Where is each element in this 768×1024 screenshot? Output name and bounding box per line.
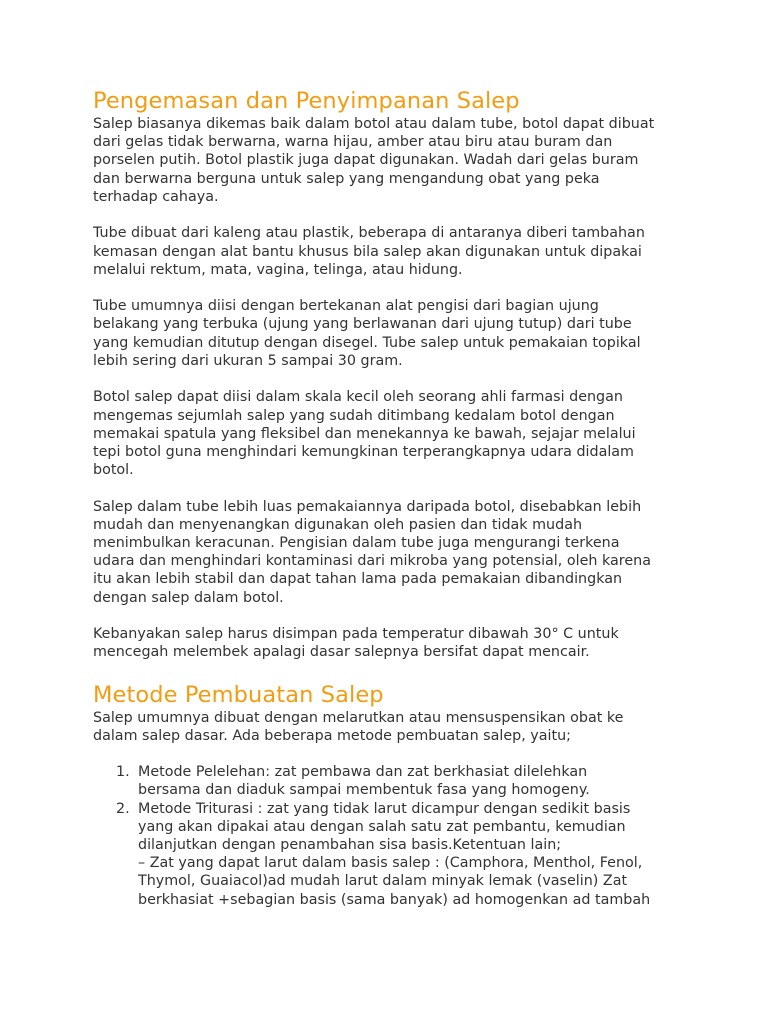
text-line: tepi botol guna menghindari kemungkinan terperangkapnya udara didalam bbox=[93, 443, 634, 460]
text-line: dan berwarna berguna untuk salep yang mengandung obat yang peka bbox=[93, 170, 600, 187]
paragraph bbox=[93, 625, 683, 661]
paragraph bbox=[93, 224, 683, 279]
methods-list bbox=[93, 763, 683, 909]
document-page bbox=[93, 87, 683, 909]
text-line: Salep dalam tube lebih luas pemakaiannya daripada botol, disebabkan lebih bbox=[93, 498, 642, 515]
text-line: botol. bbox=[93, 462, 134, 479]
text-line: Thymol, Guaiacol)ad mudah larut dalam minyak lemak (vaselin) Zat bbox=[138, 873, 628, 890]
text-line: Salep biasanya dikemas baik dalam botol atau dalam tube, botol dapat dibuat bbox=[93, 116, 655, 132]
text-line: – Zat yang dapat larut dalam basis salep : (Camphora, Menthol, Fenol, bbox=[138, 855, 643, 872]
paragraph-intro bbox=[93, 709, 683, 745]
text-line: mencegah melembek apalagi dasar salepnya bersifat dapat mencair. bbox=[93, 644, 590, 661]
text-line: Tube dibuat dari kaleng atau plastik, beberapa di antaranya diberi tambahan bbox=[93, 225, 645, 242]
paragraph bbox=[93, 115, 683, 206]
text-line: Tube umumnya diisi dengan bertekanan alat pengisi dari bagian ujung bbox=[93, 298, 599, 315]
text-line: berkhasiat +sebagian basis (sama banyak) ad homogenkan ad tambah bbox=[138, 891, 651, 908]
text-line: mengemas sejumlah salep yang sudah ditimbang kedalam botol dengan bbox=[93, 407, 615, 424]
text-line: Metode Pelelehan: zat pembawa dan zat berkhasiat dilelehkan bbox=[138, 764, 588, 781]
text-line: Salep umumnya dibuat dengan melarutkan atau mensuspensikan obat ke bbox=[93, 709, 624, 726]
text-line: bersama dan diaduk sampai membentuk fasa yang homogeny. bbox=[138, 782, 590, 799]
paragraph bbox=[93, 498, 683, 607]
text-line: porselen putih. Botol plastik juga dapat digunakan. Wadah dari gelas buram bbox=[93, 152, 639, 169]
text-line: itu akan lebih stabil dan dapat tahan lama pada pemakaian dibandingkan bbox=[93, 571, 623, 588]
text-line: udara dan menghindari kontaminasi dari mikroba yang potensial, oleh karena bbox=[93, 553, 651, 570]
list-number: 1. bbox=[116, 764, 130, 781]
text-line: melalui rektum, mata, vagina, telinga, atau hidung. bbox=[93, 261, 463, 278]
text-line: belakang yang terbuka (ujung yang berlawanan dari ujung tutup) dari tube bbox=[93, 316, 632, 333]
list-number: 2. bbox=[116, 800, 130, 817]
text-line: kemasan dengan alat bantu khusus bila salep akan digunakan untuk dipakai bbox=[93, 243, 642, 260]
paragraph bbox=[93, 297, 683, 370]
text-line: terhadap cahaya. bbox=[93, 188, 219, 205]
paragraph bbox=[93, 388, 683, 479]
text-line: dari gelas tidak berwarna, warna hijau, amber atau biru atau buram dan bbox=[93, 134, 613, 151]
text-line: Botol salep dapat diisi dalam skala kecil oleh seorang ahli farmasi dengan bbox=[93, 389, 623, 406]
text-line: dengan salep dalam botol. bbox=[93, 589, 284, 606]
text-line: dalam salep dasar. Ada beberapa metode pembuatan salep, yaitu; bbox=[93, 727, 571, 744]
text-line: yang akan dipakai atau dengan salah satu zat pembantu, kemudian bbox=[138, 818, 626, 835]
section-heading-pengemasan: Pengemasan dan Penyimpanan Salep bbox=[93, 88, 520, 114]
text-line: mudah dan menyenangkan digunakan oleh pasien dan tidak mudah bbox=[93, 516, 583, 533]
text-line: dilanjutkan dengan penambahan sisa basis.Ketentuan lain; bbox=[138, 837, 562, 854]
list-item bbox=[93, 763, 683, 799]
text-line: menimbulkan keracunan. Pengisian dalam tube juga mengurangi terkena bbox=[93, 535, 620, 552]
text-line: Metode Triturasi : zat yang tidak larut dicampur dengan sedikit basis bbox=[138, 800, 631, 817]
text-line: memakai spatula yang fleksibel dan menekannya ke bawah, sejajar melalui bbox=[93, 425, 636, 442]
section-heading-metode: Metode Pembuatan Salep bbox=[93, 681, 384, 708]
list-item bbox=[93, 800, 683, 909]
text-line: Kebanyakan salep harus disimpan pada temperatur dibawah 30° C untuk bbox=[93, 626, 619, 643]
text-line: lebih sering dari ukuran 5 sampai 30 gram. bbox=[93, 352, 403, 369]
text-line: yang kemudian ditutup dengan disegel. Tube salep untuk pemakaian topikal bbox=[93, 334, 641, 351]
